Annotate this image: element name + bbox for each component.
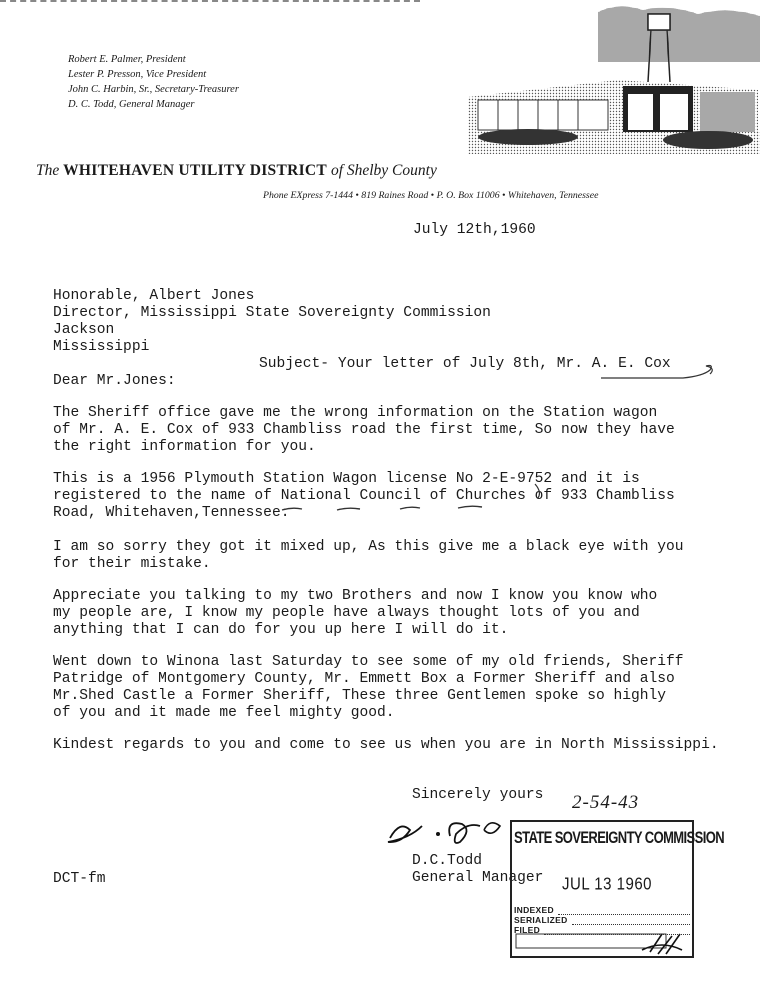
letterhead-contact: Phone EXpress 7-1444 • 819 Raines Road • P. O. Box 11006 • Whitehaven, Tennessee bbox=[263, 190, 599, 201]
officer-line: Robert E. Palmer, President bbox=[68, 54, 186, 65]
letter-date: July 12th,1960 bbox=[413, 222, 536, 238]
paragraph bbox=[53, 539, 684, 573]
recipient-line: Jackson bbox=[53, 322, 115, 338]
letterhead-title bbox=[36, 162, 437, 180]
officer-line: Lester P. Presson, Vice President bbox=[68, 69, 207, 80]
body-line: Appreciate you talking to my two Brothers and now I know you know who bbox=[53, 588, 658, 604]
body-line: my people are, I know my people have always thought lots of you and bbox=[53, 605, 640, 621]
recipient-block bbox=[53, 288, 491, 356]
signer-title: General Manager bbox=[412, 870, 544, 886]
body-line: The Sheriff office gave me the wrong information on the Station wagon bbox=[53, 405, 658, 421]
signature bbox=[380, 808, 520, 858]
salutation: Dear Mr.Jones: bbox=[53, 373, 176, 389]
recipient-line: Honorable, Albert Jones bbox=[53, 288, 255, 304]
handwritten-file-number: 2-54-43 bbox=[572, 792, 640, 813]
body-line: This is a 1956 Plymouth Station Wagon license No 2-E-9752 and it is bbox=[53, 471, 640, 487]
stamp-date: JUL 13 1960 bbox=[562, 874, 653, 895]
paragraph bbox=[53, 654, 684, 722]
stamp-field-label: FILED bbox=[514, 925, 541, 935]
paragraph bbox=[53, 588, 657, 639]
page-top-edge bbox=[0, 0, 420, 5]
officer-line: D. C. Todd, General Manager bbox=[68, 99, 195, 110]
paragraph bbox=[53, 737, 719, 754]
handwritten-underlines bbox=[280, 480, 540, 520]
stamp-field-label: INDEXED bbox=[514, 905, 554, 915]
letterhead-building-photo bbox=[468, 2, 760, 154]
body-line: Patridge of Montgomery County, Mr. Emmett Box a Former Sheriff and also bbox=[53, 671, 675, 687]
body-line: of you and it made me feel mighty good. bbox=[53, 705, 395, 721]
body-line: the right information for you. bbox=[53, 439, 316, 455]
officer-line: John C. Harbin, Sr., Secretary-Treasurer bbox=[68, 84, 239, 95]
body-line: Mr.Shed Castle a Former Sheriff, These three Gentlemen spoke so highly bbox=[53, 688, 667, 704]
body-line: anything that I can do for you up here I will do it. bbox=[53, 622, 509, 638]
subject-line: Subject- Your letter of July 8th, Mr. A. E. Cox bbox=[259, 356, 671, 372]
subject-underline-mark bbox=[598, 362, 728, 384]
district-name: WHITEHAVEN UTILITY DISTRICT bbox=[63, 162, 328, 179]
officers-list bbox=[68, 52, 239, 112]
letterhead-suffix: of Shelby County bbox=[330, 162, 437, 179]
body-line: I am so sorry they got it mixed up, As this give me a black eye with you bbox=[53, 539, 684, 555]
body-line: Went down to Winona last Saturday to see some of my old friends, Sheriff bbox=[53, 654, 684, 670]
body-line: Road, Whitehaven,Tennessee. bbox=[53, 505, 290, 521]
body-line: registered to the name of National Council of Churches of 933 Chambliss bbox=[53, 488, 675, 504]
body-line: for their mistake. bbox=[53, 556, 211, 572]
stamp-title: STATE SOVEREIGNTY COMMISSION bbox=[514, 828, 725, 847]
stamp-field-row bbox=[514, 915, 690, 925]
reference-initials: DCT-fm bbox=[53, 871, 106, 887]
recipient-line: Mississippi bbox=[53, 339, 150, 355]
stamp-scribble bbox=[512, 930, 692, 958]
stamp-field-label: SERIALIZED bbox=[514, 915, 568, 925]
body-line: Kindest regards to you and come to see us when you are in North Mississippi. bbox=[53, 737, 719, 753]
closing: Sincerely yours bbox=[412, 787, 544, 803]
paragraph bbox=[53, 405, 675, 456]
body-line: of Mr. A. E. Cox of 933 Chambliss road the first time, So now they have bbox=[53, 422, 675, 438]
signer-name: D.C.Todd bbox=[412, 853, 483, 869]
recipient-line: Director, Mississippi State Sovereignty Commission bbox=[53, 305, 491, 321]
stamp-field-row bbox=[514, 905, 690, 915]
letterhead-prefix: The bbox=[36, 162, 60, 179]
